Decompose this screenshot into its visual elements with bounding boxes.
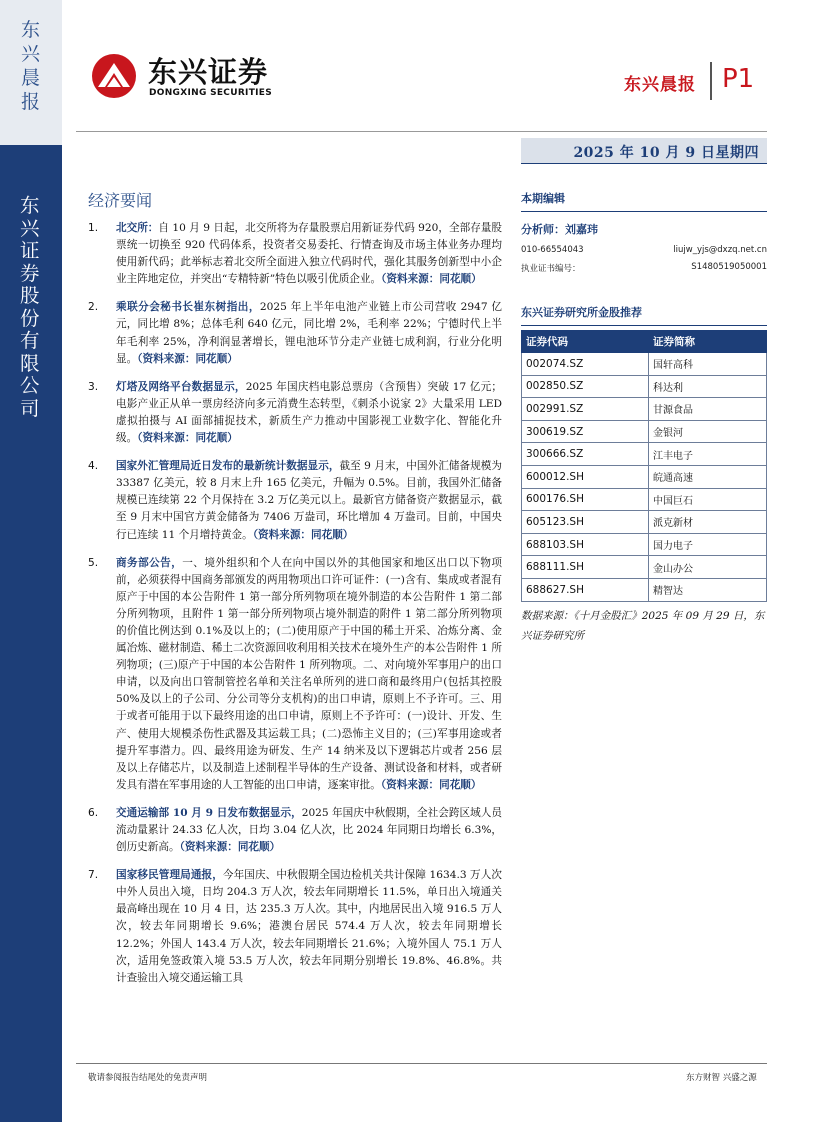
stock-name-cell: 精智达	[649, 578, 767, 601]
table-header-row	[522, 331, 767, 353]
news-item	[88, 299, 502, 367]
section-title: 经济要闻	[88, 191, 153, 210]
news-number: 4.	[88, 460, 99, 473]
footer-disclaimer: 敬请参阅报告结尾处的免责声明	[88, 1073, 208, 1083]
stock-code-cell: 688111.SH	[522, 556, 649, 579]
contact-row	[521, 245, 767, 255]
stock-code-cell: 300619.SZ	[522, 420, 649, 443]
stock-name-cell: 派克新材	[649, 511, 767, 534]
table-row	[522, 556, 767, 579]
header-rule	[76, 131, 767, 132]
sidebar-company-name: 东兴证券股份有限公司	[20, 194, 40, 420]
stock-name-cell: 金银河	[649, 420, 767, 443]
stock-name-cell: 金山办公	[649, 556, 767, 579]
date-bar	[521, 138, 767, 164]
news-body: 2025 年国庆档电影总票房（含预售）突破 17 亿元；电影产业正从单一票房经济向多元消费生态转型，《刺杀小说家 2》大量采用 LED 虚拟拍摄与 AI 面部捕捉技术，新质生产力推动中国影视工业数字化、智能化升级。	[116, 380, 502, 445]
footer-slogan: 东方财智 兴盛之源	[686, 1073, 757, 1083]
stock-picks-title: 东兴证券研究所金股推荐	[521, 306, 642, 319]
stock-picks-panel	[521, 304, 767, 646]
table-row	[522, 443, 767, 466]
table-row	[522, 375, 767, 398]
news-source: （资料来源：同花顺）	[137, 432, 238, 445]
news-number: 3.	[88, 380, 99, 393]
stock-code-cell: 688627.SH	[522, 578, 649, 601]
table-row	[522, 533, 767, 556]
news-headline: 乘联分会秘书长崔东树指出，	[116, 301, 260, 314]
news-source: （资料来源：同花顺）	[380, 778, 482, 791]
news-item	[88, 555, 502, 794]
stock-code-cell: 605123.SH	[522, 511, 649, 534]
news-body: 2025 年上半年电池产业链上市公司营收 2947 亿元，同比增 8%；总体毛利 640 亿元，同比增 2%，毛利率 22%；宁德时代上半年毛利率 25%，净利润显著增长，锂电池环节分走产业链七成利润，行业分化明显。	[116, 301, 502, 365]
column-header-code: 证券代码	[522, 331, 649, 353]
table-row	[522, 511, 767, 534]
news-headline: 灯塔及网络平台数据显示，	[116, 380, 246, 393]
news-headline: 商务部公告，	[116, 556, 183, 569]
table-row	[522, 465, 767, 488]
stock-picks-table	[521, 330, 767, 602]
stock-picks-rule	[521, 325, 767, 326]
cert-label: 执业证书编号：	[521, 264, 581, 274]
news-headline: 国家移民管理局通报，	[116, 869, 223, 882]
table-row	[522, 398, 767, 421]
news-body: 自 10 月 9 日起，北交所将为存量股票启用新证券代码 920，全部存量股票统一切换至 920 代码体系，投资者交易委托、行情查询及市场主体业务办理均使用新代码；此举标志着北交所全面进入独立代码时代，强化其服务创新型中小企业主阵地定位，并突出“专精特新”特色以吸引优质企业。	[116, 222, 503, 286]
sidebar	[0, 0, 62, 1122]
sidebar-top-panel	[0, 0, 62, 145]
table-row	[522, 420, 767, 443]
analyst-email: liujw_yjs@dxzq.net.cn	[673, 245, 767, 255]
table-row	[522, 488, 767, 511]
news-number: 2.	[88, 301, 99, 314]
logo-text-en: DONGXING SECURITIES	[149, 88, 273, 98]
stock-name-cell: 江丰电子	[649, 443, 767, 466]
editor-rule	[521, 211, 767, 212]
news-body: 截至 9 月末，中国外汇储备规模为 33387 亿美元，较 8 月末上升 165 亿美元，升幅为 0.5%。目前，我国外汇储备规模已连续第 22 个月保持在 3.2 万亿美元以上。最新官方储备资产数据显示，截至 9 月末中国官方黄金储备为 7406 万盎司，环比增加 4 万盎司。目前，中国央行已连续 11 个月增持黄金。	[116, 460, 502, 541]
stock-table-body	[522, 353, 767, 602]
news-headline: 交通运输部 10 月 9 日发布数据显示，	[116, 806, 302, 819]
stock-name-cell: 国轩高科	[649, 353, 767, 376]
news-item	[88, 220, 502, 288]
news-source: （资料来源：同花顺）	[179, 841, 281, 854]
page-number: P1	[722, 64, 755, 94]
editor-title: 本期编辑	[521, 192, 565, 205]
news-source: （资料来源：同花顺）	[137, 352, 238, 365]
analyst-name: 分析师：刘嘉玮	[521, 223, 598, 236]
report-name: 东兴晨报	[624, 75, 696, 95]
news-body: 一、境外组织和个人在向中国以外的其他国家和地区出口以下物项前，必须获得中国商务部颁发的两用物项出口许可证件：(一)含有、集成或者混有原产于中国的本公告附件 1 第一部分所列物项在境外制造的本公告附件 1 第二部分所列物项，且附件 1 第一部分所列物项占境外制造的附件 1 第二部分所列物项的价值比例达到 0.1%及以上的；(二)使用原产于中国的稀土开采、冶炼分离、金属冶炼、磁材制造、稀土二次资源回收利用相关技术在境外生产的本公告附件 1 所列物项；(三)原产于中国的本公告附件 1 所列物项。二、对向境外军事用户的出口申请，以及向出口管制管控名单和关注名单所列的进口商和最终用户(包括其控股 50%及以上的子公司、分公司等分支机构)的出口申请，原则上不予许可。三、用于或者可能用于以下最终用途的出口申请，原则上不予许可：(一)设计、开发、生产、使用大规模杀伤性武器及其运载工具；(二)恐怖主义目的；(三)军事用途或者提升军事潜力。四、最终用途为研发、生产 14 纳米及以下逻辑芯片或者 256 层及以上存储芯片，以及制造上述制程半导体的生产设备、测试设备和材料，或者研发具有潜在军事用途的人工智能的出口申请，逐案审批。	[116, 556, 502, 791]
cert-row	[521, 262, 767, 274]
data-source-note: 数据来源：《十月金股汇》2025 年 09 月 29 日，东兴证券研究所	[521, 609, 765, 642]
news-number: 1.	[88, 222, 99, 234]
editor-panel	[521, 190, 767, 274]
company-logo-icon	[90, 52, 138, 100]
cert-number: S1480519050001	[691, 262, 767, 272]
news-list	[88, 220, 502, 998]
stock-code-cell: 688103.SH	[522, 533, 649, 556]
news-number: 6.	[88, 806, 99, 819]
stock-name-cell: 甘源食品	[649, 398, 767, 421]
news-item	[88, 867, 502, 987]
stock-name-cell: 科达利	[649, 375, 767, 398]
stock-code-cell: 002991.SZ	[522, 398, 649, 421]
news-headline: 北交所：	[116, 222, 159, 234]
news-body: 2025 年国庆中秋假期，全社会跨区域人员流动量累计 24.33 亿人次，日均 3.04 亿人次，比 2024 年同期日均增长 6.3%，创历史新高。	[116, 806, 502, 854]
stock-code-cell: 002074.SZ	[522, 353, 649, 376]
news-source: （资料来源：同花顺）	[381, 273, 482, 286]
stock-name-cell: 中国巨石	[649, 488, 767, 511]
sidebar-report-label: 东兴晨报	[21, 19, 41, 113]
news-number: 7.	[88, 869, 99, 882]
news-body: 今年国庆、中秋假期全国边检机关共计保障 1634.3 万人次中外人员出入境，日均 204.3 万人次，较去年同期增长 11.5%，单日出入境通关最高峰出现在 10 月 4 日，达 235.3 万人次。其中，内地居民出入境 916.5 万人次，较去年同期增长 9.6%；港澳台居民 574.4 万人次，较去年同期增长 12.2%；外国人 143.4 万人次，较去年同期增长 21.6%；入境外国人 75.1 万人次，适用免签政策入境 53.5 万人次，较去年同期分别增长 19.8%、46.8%。共计查验出入境交通运输工具	[116, 869, 502, 984]
stock-name-cell: 皖通高速	[649, 465, 767, 488]
news-item	[88, 805, 502, 856]
analyst-phone: 010-66554043	[521, 245, 584, 255]
stock-name-cell: 国力电子	[649, 533, 767, 556]
news-number: 5.	[88, 556, 99, 569]
report-date: 2025 年 10 月 9 日星期四	[573, 145, 759, 161]
table-row	[522, 353, 767, 376]
column-header-name: 证券简称	[649, 331, 767, 353]
stock-code-cell: 600012.SH	[522, 465, 649, 488]
news-source: （资料来源：同花顺）	[252, 528, 354, 541]
sidebar-bottom-panel	[0, 145, 62, 1122]
news-item	[88, 379, 502, 447]
stock-code-cell: 600176.SH	[522, 488, 649, 511]
header-divider	[710, 62, 712, 100]
news-item	[88, 458, 502, 543]
table-row	[522, 578, 767, 601]
news-headline: 国家外汇管理局近日发布的最新统计数据显示，	[116, 460, 340, 473]
logo-text-cn: 东兴证券	[148, 55, 269, 89]
stock-code-cell: 002850.SZ	[522, 375, 649, 398]
footer-rule	[76, 1063, 767, 1064]
stock-code-cell: 300666.SZ	[522, 443, 649, 466]
